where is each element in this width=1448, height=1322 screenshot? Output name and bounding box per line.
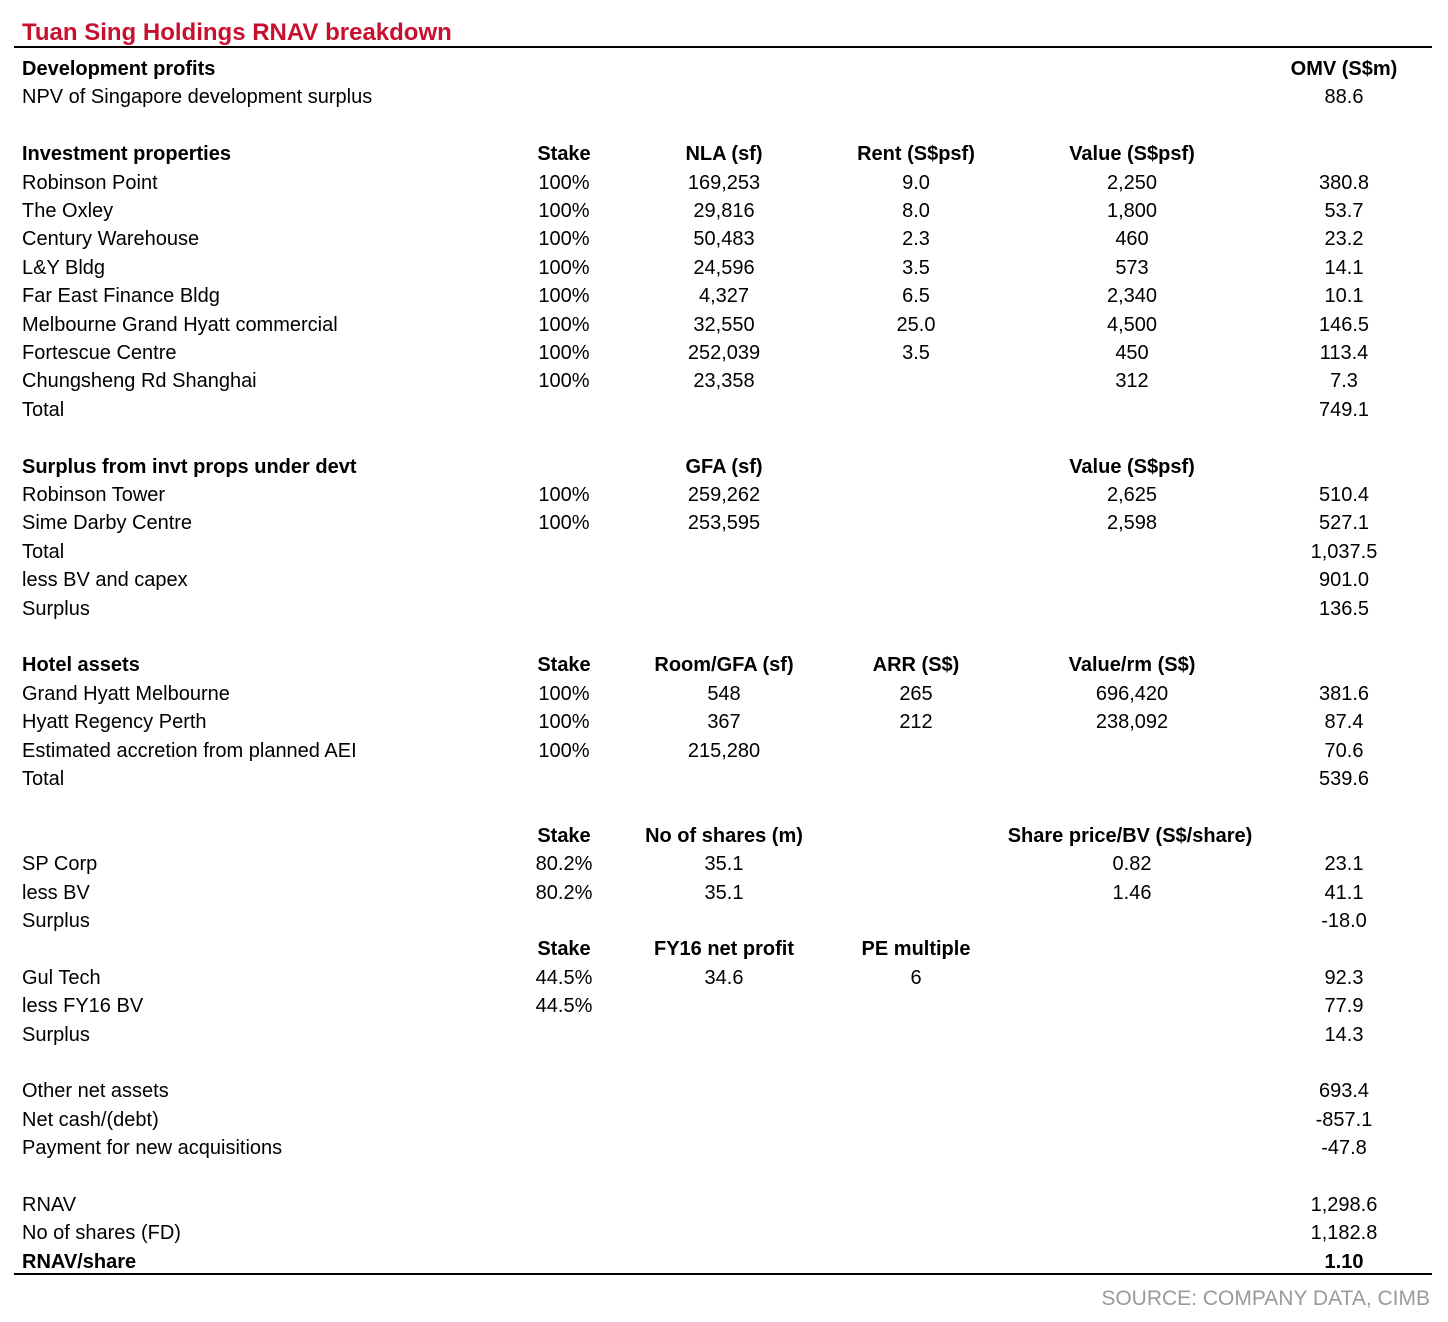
item-label: SP Corp: [22, 853, 98, 875]
rate-cell: ARR (S$): [872, 654, 960, 676]
omv-cell: 113.4: [1319, 342, 1369, 364]
table-row: [0, 566, 1448, 594]
table-row: [0, 907, 1448, 935]
stake-cell: Stake: [537, 143, 591, 165]
omv-cell: -47.8: [1321, 1137, 1367, 1159]
item-label: Melbourne Grand Hyatt commercial: [22, 314, 338, 336]
table-row: [0, 481, 1448, 509]
omv-cell: 901.0: [1318, 569, 1370, 591]
item-label: Estimated accretion from planned AEI: [22, 740, 357, 762]
omv-cell: 23.2: [1324, 228, 1364, 250]
table-row: [0, 992, 1448, 1020]
omv-cell: 693.4: [1318, 1080, 1370, 1102]
table-row: [0, 1077, 1448, 1105]
table-row: [0, 935, 1448, 963]
item-label: Century Warehouse: [22, 228, 200, 250]
item-label: Total: [22, 541, 65, 563]
value-cell: Value (S$psf): [1069, 143, 1195, 165]
value-cell: 450: [1115, 342, 1149, 364]
stake-cell: 100%: [538, 512, 590, 534]
value-cell: 4,500: [1106, 314, 1158, 336]
metric-cell: 24,596: [693, 257, 755, 279]
item-label: Total: [22, 399, 65, 421]
stake-cell: 80.2%: [535, 882, 593, 904]
item-label: less BV and capex: [22, 569, 188, 591]
rate-cell: 265: [899, 683, 933, 705]
rate-cell: PE multiple: [861, 938, 971, 960]
table-row: [0, 765, 1448, 793]
stake-cell: 100%: [538, 228, 590, 250]
omv-cell: -857.1: [1315, 1109, 1373, 1131]
table-row: [0, 453, 1448, 481]
item-label: Surplus: [22, 598, 90, 620]
table-row: [0, 822, 1448, 850]
table-row: [0, 197, 1448, 225]
table-row: [0, 964, 1448, 992]
table-row: [0, 282, 1448, 310]
item-label: Robinson Tower: [22, 484, 166, 506]
omv-cell: 527.1: [1318, 512, 1370, 534]
omv-cell: 136.5: [1318, 598, 1370, 620]
item-label: Payment for new acquisitions: [22, 1137, 283, 1159]
top-rule: [14, 46, 1432, 48]
rate-cell: 3.5: [902, 257, 930, 279]
value-cell: 573: [1115, 257, 1149, 279]
item-label: Chungsheng Rd Shanghai: [22, 370, 257, 392]
stake-cell: 100%: [538, 711, 590, 733]
omv-cell: 7.3: [1330, 370, 1358, 392]
value-cell: 2,625: [1106, 484, 1158, 506]
stake-cell: 100%: [538, 370, 590, 392]
metric-cell: 35.1: [704, 853, 744, 875]
omv-cell: 10.1: [1324, 285, 1364, 307]
rate-cell: 212: [899, 711, 933, 733]
omv-cell: 88.6: [1324, 86, 1364, 108]
table-row: [0, 1219, 1448, 1247]
table-row: [0, 83, 1448, 111]
value-cell: 2,598: [1106, 512, 1158, 534]
item-label: less BV: [22, 882, 90, 904]
metric-cell: 29,816: [693, 200, 755, 222]
metric-cell: GFA (sf): [685, 456, 763, 478]
stake-cell: 100%: [538, 740, 590, 762]
omv-cell: 77.9: [1324, 995, 1364, 1017]
rate-cell: 25.0: [896, 314, 936, 336]
table-row: [0, 55, 1448, 83]
omv-cell: 381.6: [1318, 683, 1370, 705]
table-row: [0, 708, 1448, 736]
omv-cell: 1.10: [1324, 1251, 1364, 1273]
omv-cell: 92.3: [1324, 967, 1364, 989]
stake-cell: 100%: [538, 342, 590, 364]
table-row: [0, 169, 1448, 197]
stake-cell: Stake: [537, 654, 591, 676]
metric-cell: 23,358: [693, 370, 755, 392]
value-cell: 1,800: [1106, 200, 1158, 222]
value-cell: 2,340: [1106, 285, 1158, 307]
metric-cell: 252,039: [687, 342, 761, 364]
table-row: [0, 254, 1448, 282]
source-note: SOURCE: COMPANY DATA, CIMB: [1101, 1287, 1430, 1310]
item-label: The Oxley: [22, 200, 114, 222]
table-row: [0, 879, 1448, 907]
item-label: Net cash/(debt): [22, 1109, 159, 1131]
table-row: [0, 396, 1448, 424]
table-row: [0, 1021, 1448, 1049]
item-label: Development profits: [22, 58, 216, 80]
metric-cell: 215,280: [687, 740, 761, 762]
value-cell: 0.82: [1112, 853, 1152, 875]
rate-cell: 6: [910, 967, 922, 989]
table-row: [0, 1134, 1448, 1162]
table-row: [0, 1191, 1448, 1219]
value-cell: 1.46: [1112, 882, 1152, 904]
item-label: Hotel assets: [22, 654, 140, 676]
metric-cell: 35.1: [704, 882, 744, 904]
item-label: Other net assets: [22, 1080, 169, 1102]
stake-cell: 100%: [538, 257, 590, 279]
value-header-cell: Share price/BV (S$/share): [1007, 825, 1253, 847]
rate-cell: 2.3: [902, 228, 930, 250]
metric-cell: 548: [707, 683, 741, 705]
value-cell: Value/rm (S$): [1068, 654, 1196, 676]
omv-cell: 1,298.6: [1310, 1194, 1378, 1216]
item-label: Fortescue Centre: [22, 342, 177, 364]
metric-cell: NLA (sf): [685, 143, 763, 165]
table-row: [0, 850, 1448, 878]
omv-cell: 539.6: [1318, 768, 1370, 790]
stake-cell: 100%: [538, 200, 590, 222]
omv-cell: 70.6: [1324, 740, 1364, 762]
omv-cell: 87.4: [1324, 711, 1364, 733]
omv-cell: -18.0: [1321, 910, 1367, 932]
item-label: Gul Tech: [22, 967, 101, 989]
metric-cell: 4,327: [698, 285, 750, 307]
bottom-rule: [14, 1273, 1432, 1275]
item-label: Grand Hyatt Melbourne: [22, 683, 230, 705]
item-label: Surplus: [22, 1024, 90, 1046]
value-cell: 460: [1115, 228, 1149, 250]
stake-cell: Stake: [537, 938, 591, 960]
value-cell: 312: [1115, 370, 1149, 392]
omv-cell: 510.4: [1318, 484, 1370, 506]
rate-cell: 9.0: [902, 172, 930, 194]
omv-cell: 41.1: [1324, 882, 1364, 904]
stake-cell: 44.5%: [535, 995, 593, 1017]
omv-cell: 146.5: [1318, 314, 1370, 336]
omv-cell: 749.1: [1318, 399, 1370, 421]
item-label: RNAV: [22, 1194, 77, 1216]
metric-cell: 259,262: [687, 484, 761, 506]
table-title: Tuan Sing Holdings RNAV breakdown: [22, 19, 452, 46]
metric-cell: 169,253: [687, 172, 761, 194]
omv-cell: 1,182.8: [1310, 1222, 1378, 1244]
item-label: NPV of Singapore development surplus: [22, 86, 373, 108]
rate-cell: 8.0: [902, 200, 930, 222]
metric-cell: 50,483: [693, 228, 755, 250]
item-label: Investment properties: [22, 143, 231, 165]
omv-cell: 23.1: [1324, 853, 1364, 875]
omv-cell: 1,037.5: [1310, 541, 1378, 563]
table-row: [0, 538, 1448, 566]
table-row: [0, 1106, 1448, 1134]
value-cell: Value (S$psf): [1069, 456, 1195, 478]
stake-cell: 100%: [538, 314, 590, 336]
item-label: Surplus: [22, 910, 90, 932]
item-label: L&Y Bldg: [22, 257, 106, 279]
table-row: [0, 311, 1448, 339]
metric-cell: Room/GFA (sf): [654, 654, 794, 676]
stake-cell: 100%: [538, 285, 590, 307]
stake-cell: 100%: [538, 484, 590, 506]
item-label: less FY16 BV: [22, 995, 144, 1017]
value-cell: 2,250: [1106, 172, 1158, 194]
table-row: [0, 1248, 1448, 1276]
metric-cell: 34.6: [704, 967, 744, 989]
table-row: [0, 140, 1448, 168]
item-label: Total: [22, 768, 65, 790]
metric-cell: 253,595: [687, 512, 761, 534]
item-label: RNAV/share: [22, 1251, 137, 1273]
table-row: [0, 339, 1448, 367]
omv-cell: OMV (S$m): [1290, 58, 1398, 80]
value-cell: 238,092: [1095, 711, 1169, 733]
item-label: Far East Finance Bldg: [22, 285, 220, 307]
omv-cell: 14.3: [1324, 1024, 1364, 1046]
stake-cell: 80.2%: [535, 853, 593, 875]
rate-cell: 6.5: [902, 285, 930, 307]
table-row: [0, 367, 1448, 395]
stake-cell: Stake: [537, 825, 591, 847]
rate-cell: Rent (S$psf): [857, 143, 975, 165]
metric-cell: FY16 net profit: [653, 938, 794, 960]
stake-cell: 44.5%: [535, 967, 593, 989]
metric-cell: 367: [707, 711, 741, 733]
table-row: [0, 225, 1448, 253]
omv-cell: 380.8: [1318, 172, 1370, 194]
table-row: [0, 595, 1448, 623]
item-label: Surplus from invt props under devt: [22, 456, 357, 478]
item-label: Hyatt Regency Perth: [22, 711, 207, 733]
stake-cell: 100%: [538, 172, 590, 194]
table-row: [0, 509, 1448, 537]
metric-cell: No of shares (m): [645, 825, 803, 847]
value-cell: 696,420: [1095, 683, 1169, 705]
item-label: No of shares (FD): [22, 1222, 181, 1244]
item-label: Robinson Point: [22, 172, 158, 194]
metric-cell: 32,550: [693, 314, 755, 336]
table-row: [0, 680, 1448, 708]
omv-cell: 53.7: [1324, 200, 1364, 222]
item-label: Sime Darby Centre: [22, 512, 193, 534]
rate-cell: 3.5: [902, 342, 930, 364]
stake-cell: 100%: [538, 683, 590, 705]
table-row: [0, 651, 1448, 679]
table-row: [0, 737, 1448, 765]
omv-cell: 14.1: [1324, 257, 1364, 279]
